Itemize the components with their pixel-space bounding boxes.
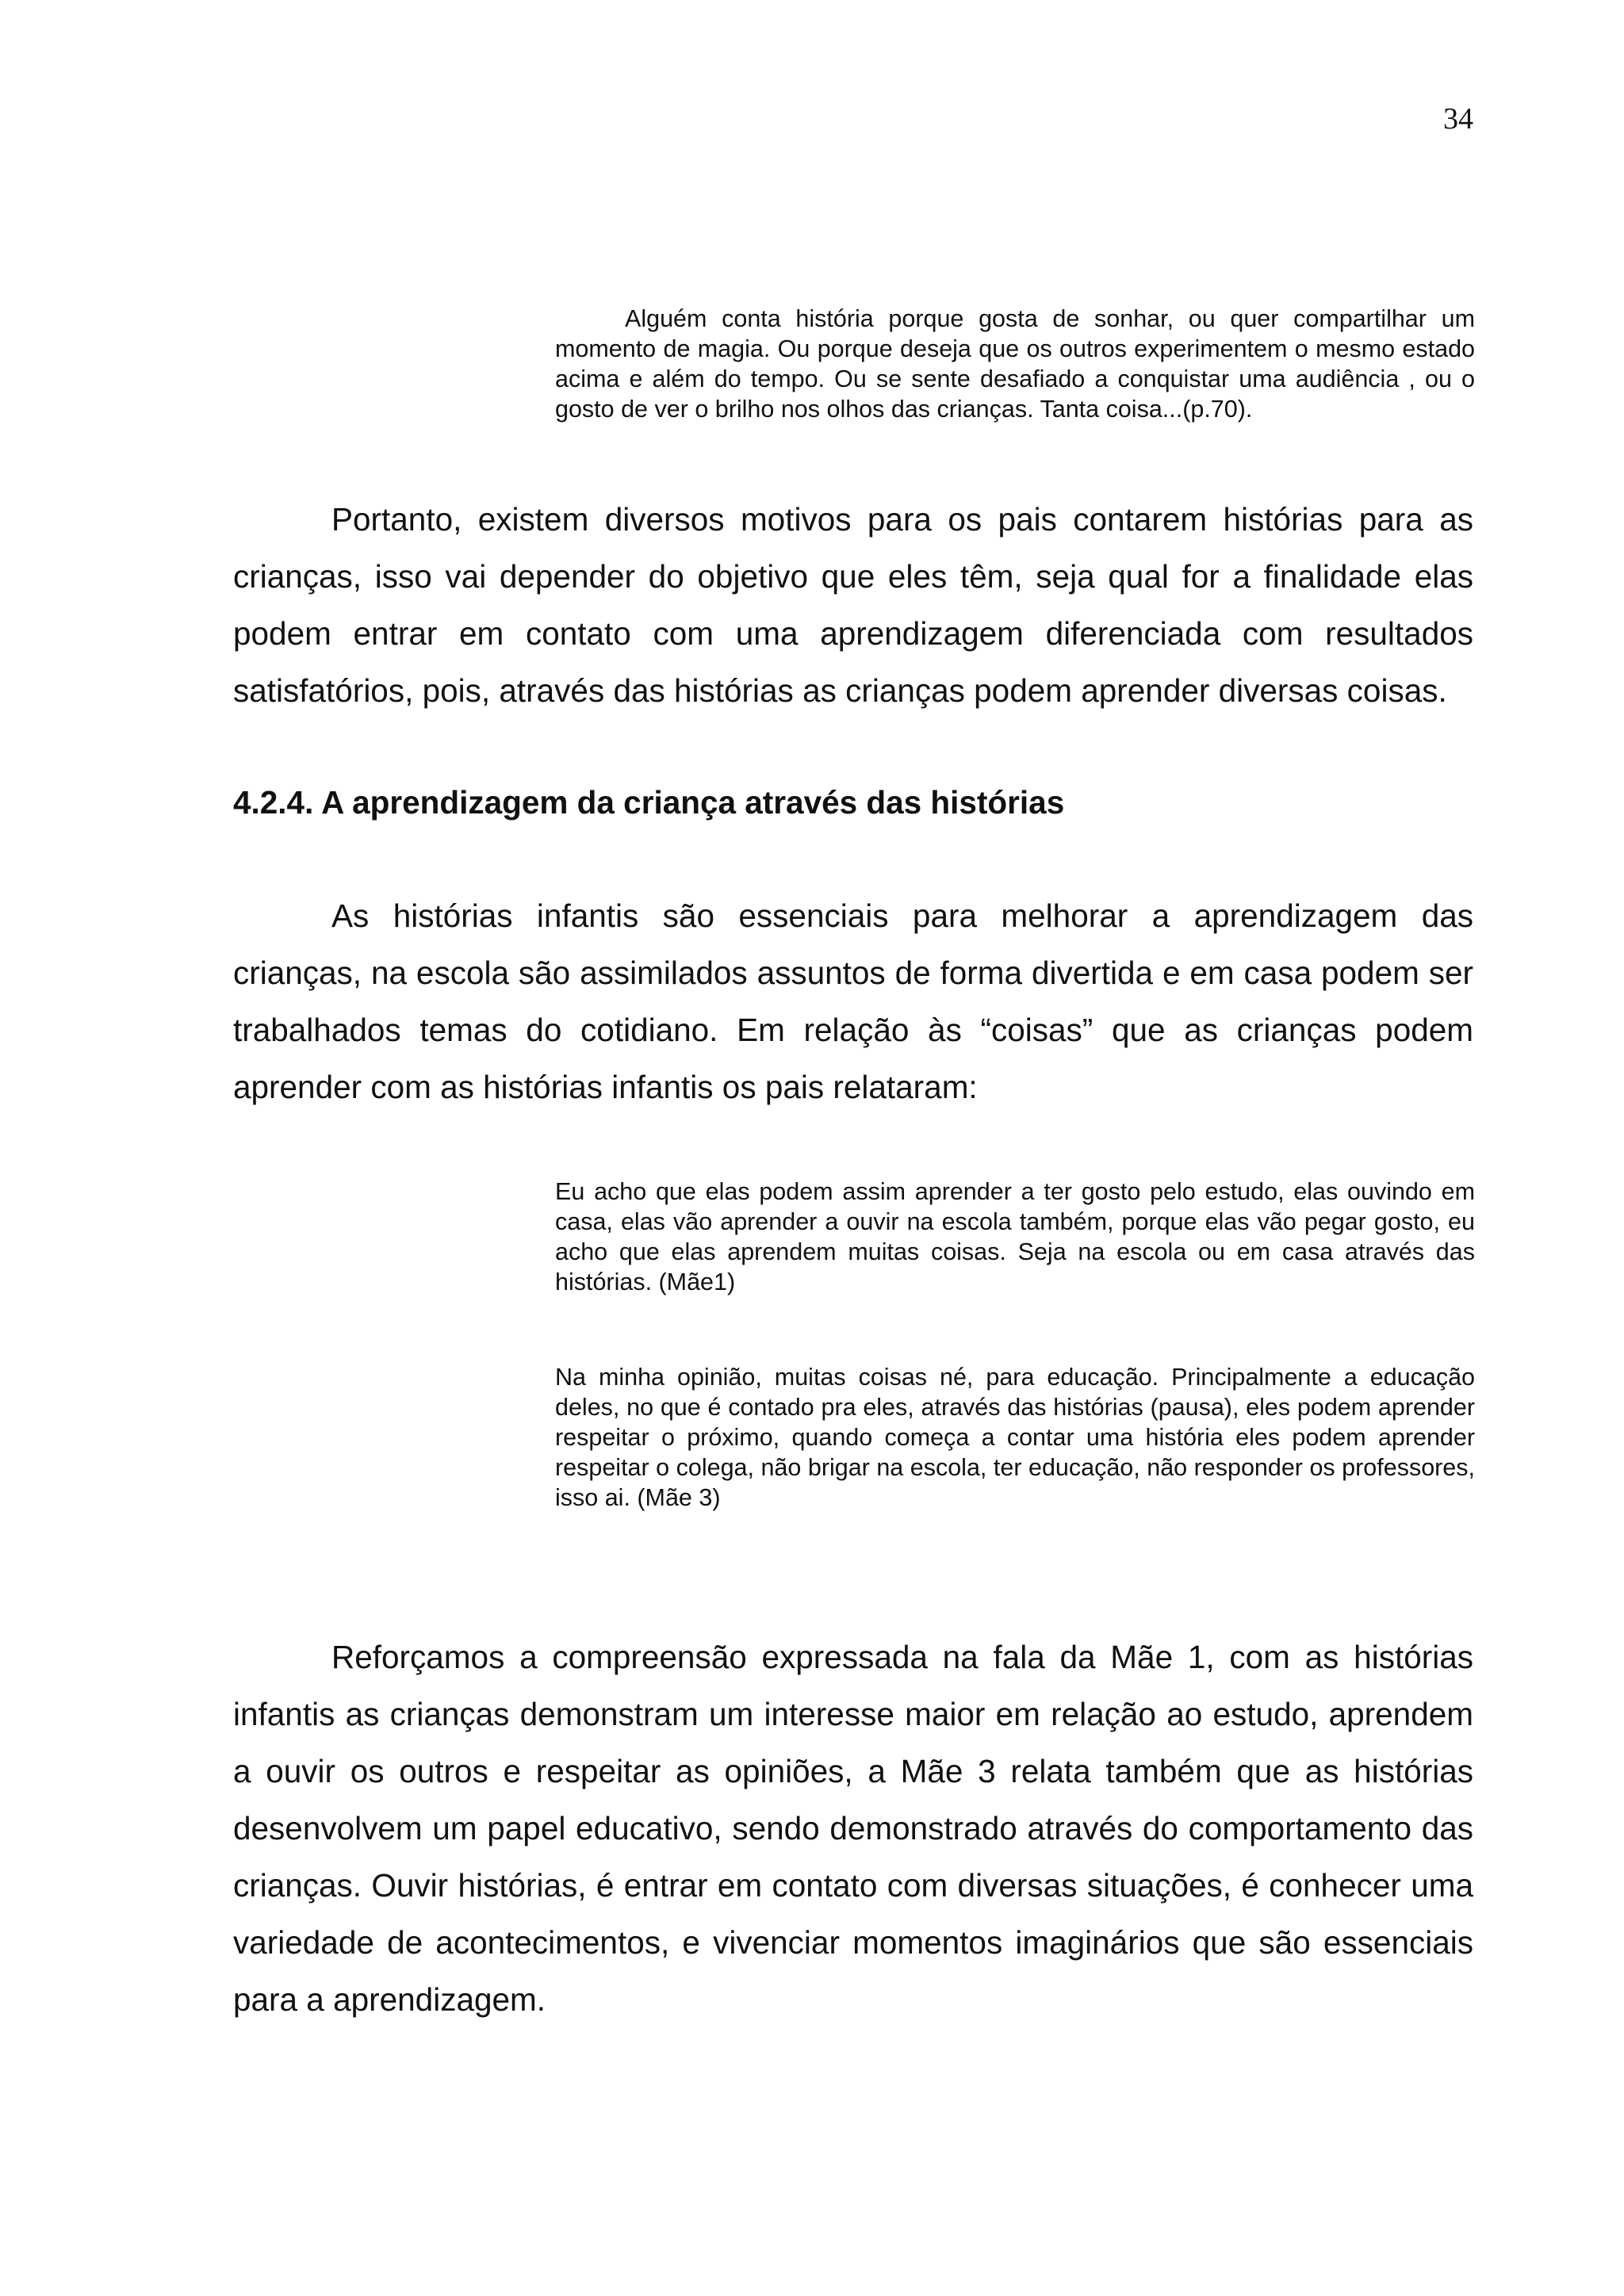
page-number: 34 — [1443, 102, 1473, 136]
body-paragraph-3: Reforçamos a compreensão expressada na fala da Mãe 1, com as histórias infantis as crianças demonstram um interesse maior em relação ao estudo, aprendem a ouvir os outros e respeitar as opiniões, a Mãe 3 relata também que as histórias desenvolvem um papel educativo, sendo demonstrado através do comportamento das crianças. Ouvir histórias, é entrar em contato com diversas situações, é conhecer uma variedade de acontecimentos, e vivenciar momentos imaginários que são essenciais para a aprendizagem. — [233, 1639, 1473, 2018]
body-paragraph-2: As histórias infantis são essenciais para melhorar a aprendizagem das crianças, na escola são assimilados assuntos de forma divertida e em casa podem ser trabalhados temas do cotidiano. Em relação às “coisas” que as crianças podem aprender com as histórias infantis os pais relataram: — [233, 897, 1473, 1105]
body-paragraph-1: Portanto, existem diversos motivos para os pais contarem histórias para as crianças, isso vai depender do objetivo que eles têm, seja qual for a finalidade elas podem entrar em contato com uma aprendizagem diferenciada com resultados satisfatórios, pois, através das histórias as crianças podem aprender diversas coisas. — [233, 501, 1473, 709]
block-quote-3: Na minha opinião, muitas coisas né, para educação. Principalmente a educação deles, no que é contado pra eles, através das histórias (pausa), eles podem aprender respeitar o próximo, quando começa a contar uma história eles podem aprender respeitar o colega, não brigar na escola, ter educação, não responder os professores, isso ai. (Mãe 3) — [555, 1364, 1475, 1511]
block-quote-1-text: Alguém conta história porque gosta de sonhar, ou quer compartilhar um momento de magia. Ou porque deseja que os outros experimentem o mesmo estado acima e além do tempo. Ou se sente desafiado a conquistar uma audiência , ou o gosto de ver o brilho nos olhos das crianças. Tanta coisa...(p.70). — [555, 305, 1475, 423]
section-heading: 4.2.4. A aprendizagem da criança através das histórias — [233, 784, 1065, 821]
block-quote-2: Eu acho que elas podem assim aprender a ter gosto pelo estudo, elas ouvindo em casa, elas vão aprender a ouvir na escola também, porque elas vão pegar gosto, eu acho que elas aprendem muitas coisas. Seja na escola ou em casa através das histórias. (Mãe1) — [555, 1178, 1475, 1295]
block-quote-1 — [555, 304, 1475, 424]
